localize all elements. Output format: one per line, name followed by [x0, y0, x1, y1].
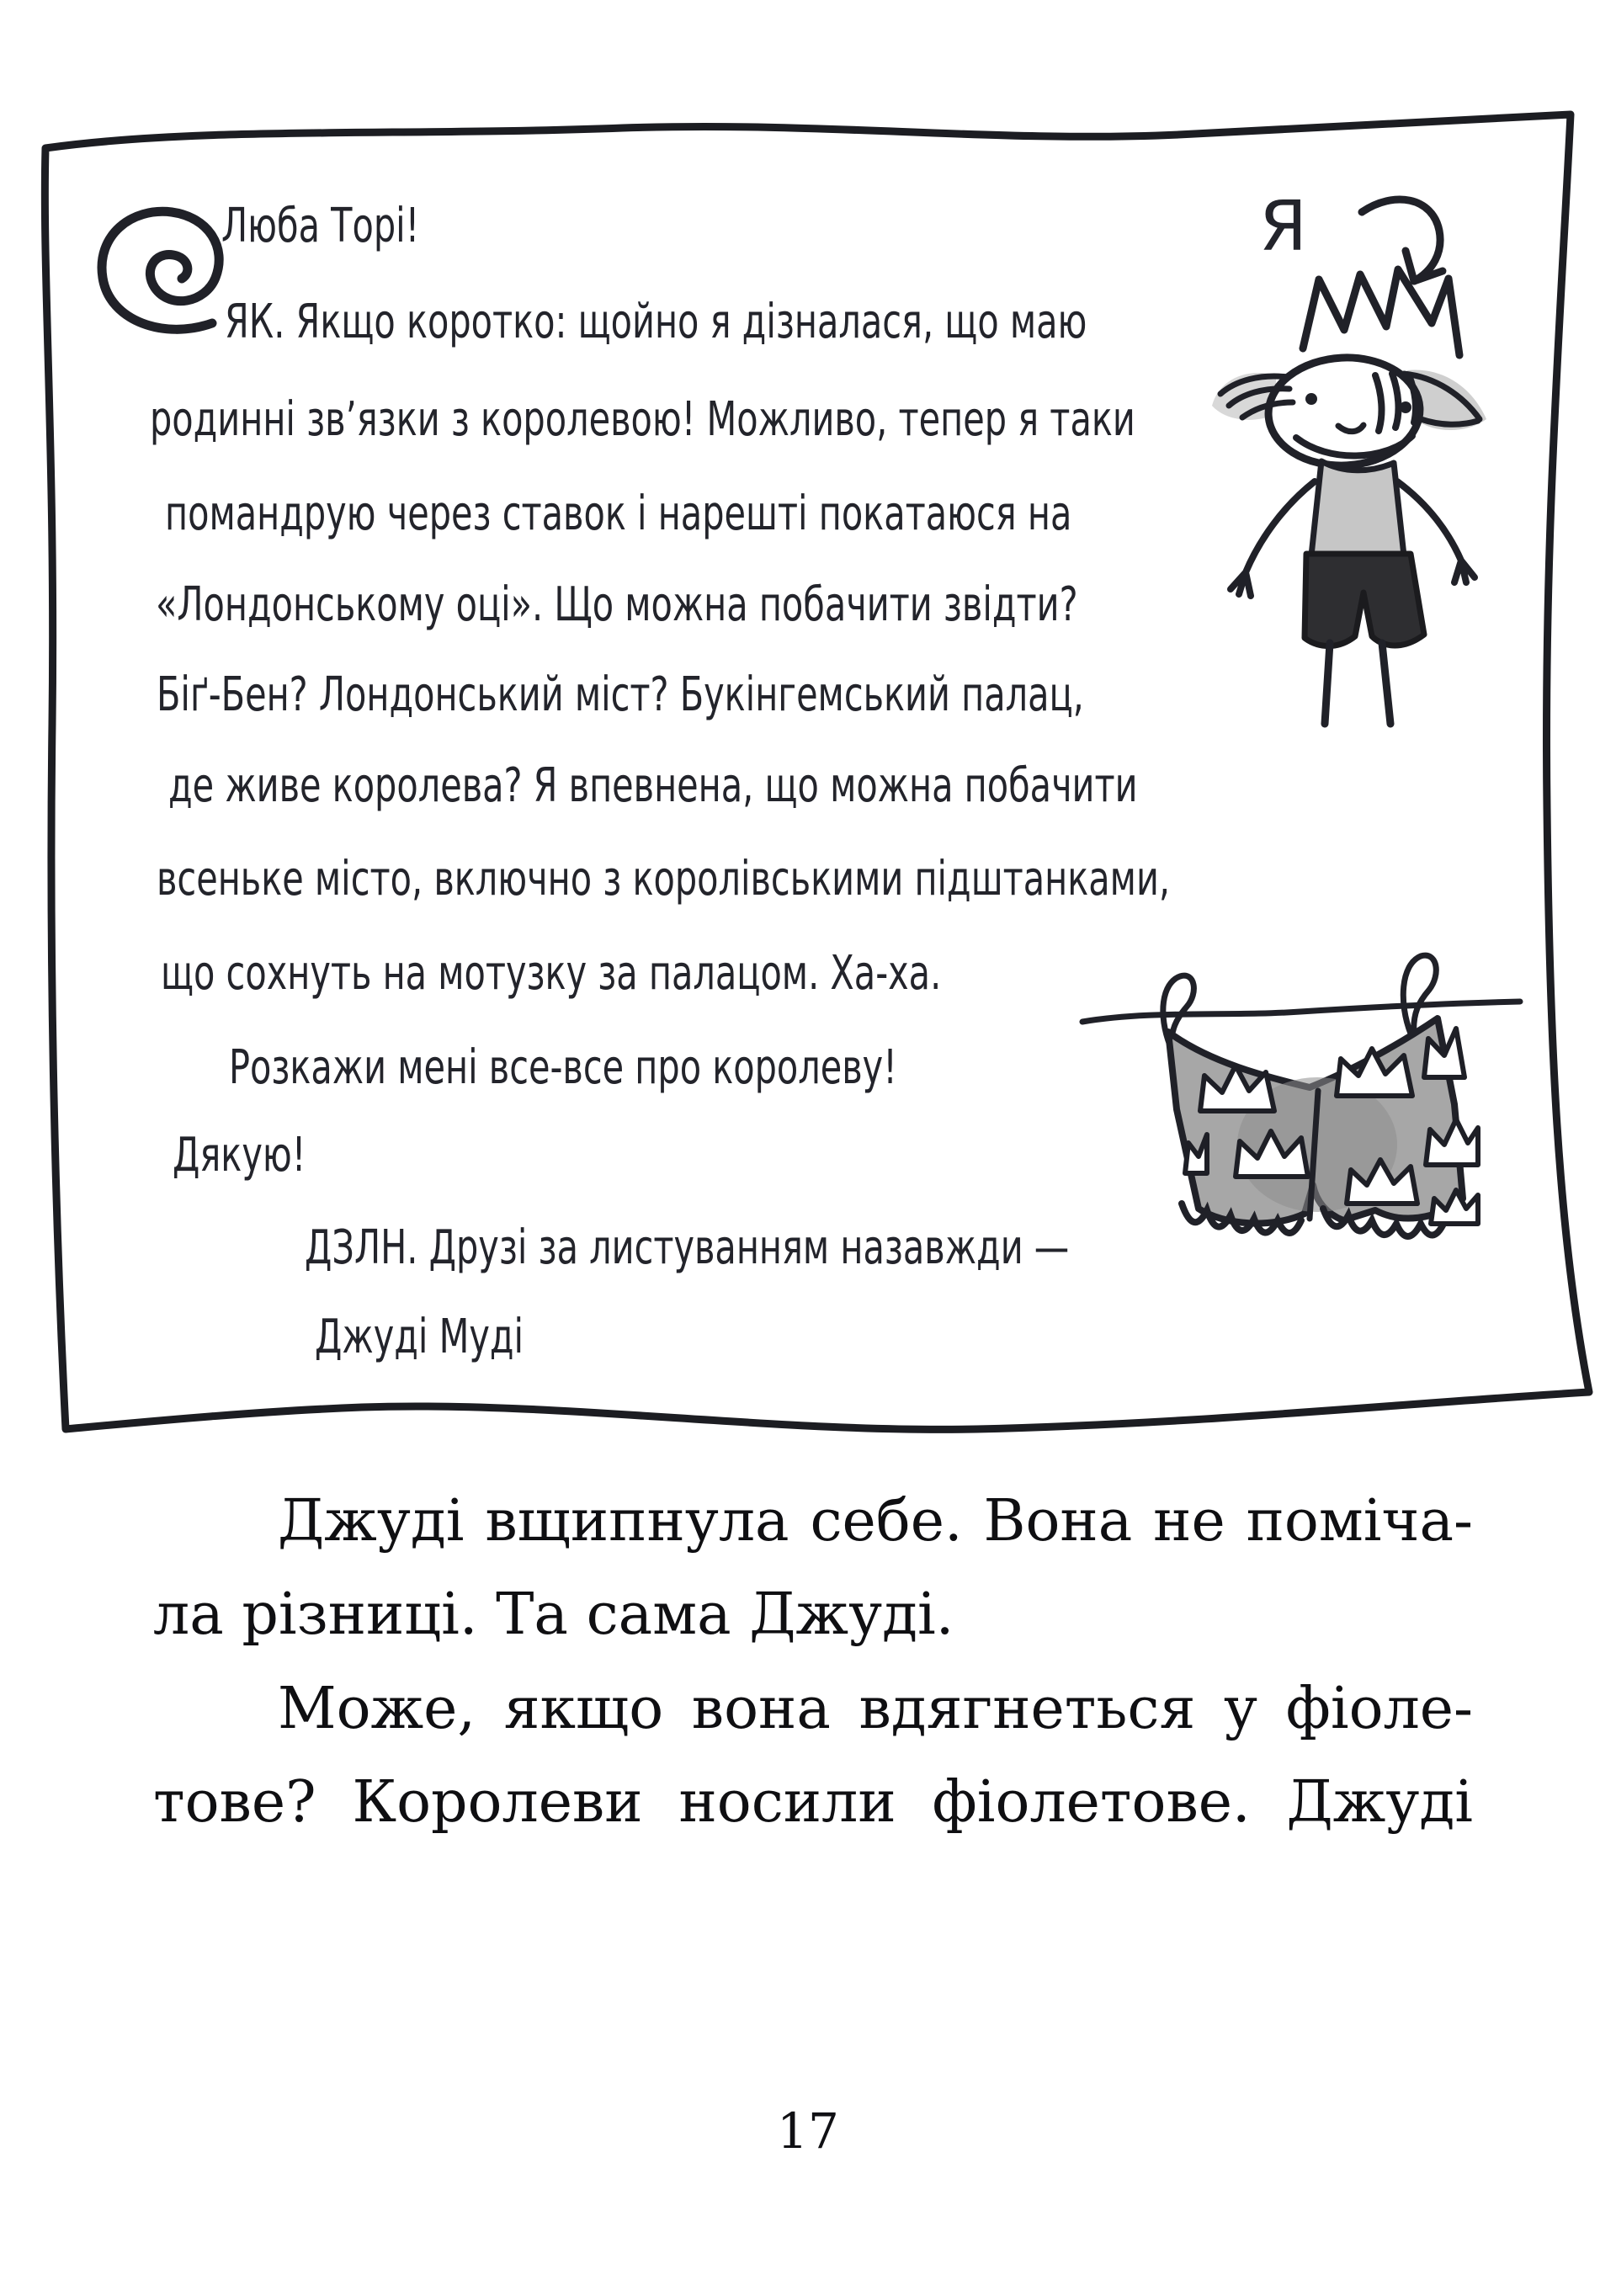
letter-line-5: «Лондонському оці». Що можна побачити звідти?: [156, 577, 1078, 632]
letter-line-2: ЯК. Якщо коротко: щойно я дізналася, що маю: [225, 295, 1087, 349]
letter-line-8: всеньке місто, включно з королівськими підштанками,: [157, 852, 1171, 906]
letter-line-9: що сохнуть на мотузку за палацом. Ха-ха.: [161, 946, 942, 1001]
page-number: 17: [777, 2102, 839, 2160]
letter-line-3: родинні зв’язки з королевою! Можливо, тепер я таки: [150, 392, 1135, 447]
letter-line-11: Дякую!: [173, 1128, 306, 1183]
letter-line-1: Люба Торі!: [221, 199, 420, 253]
shirt: [1311, 461, 1404, 555]
letter-line-7: де живе королева? Я впевнена, що можна побачити: [168, 758, 1138, 813]
body-line-1: Джуді вщипнула себе. Вона не поміча-: [278, 1488, 1473, 1555]
body-line-2: ла різниці. Та сама Джуді.: [153, 1581, 954, 1648]
letter-line-6: Біґ-Бен? Лондонський міст? Букінгемський палац,: [157, 667, 1084, 722]
eye-left: [1305, 393, 1317, 405]
body-line-4: тове? Королеви носили фіолетове. Джуді: [153, 1769, 1473, 1836]
letter-line-4: помандрую через ставок і нарешті покатаюся на: [165, 486, 1072, 541]
self-pointer-label: Я: [1259, 187, 1307, 267]
eye-right: [1400, 401, 1411, 413]
body-line-3: Може, якщо вона вдягнеться у фіоле-: [278, 1676, 1473, 1742]
letter-line-10: Розкажи мені все-все про королеву!: [229, 1040, 897, 1095]
letter-line-13: Джуді Муді: [315, 1310, 524, 1364]
letter-line-12: ДЗЛН. Друзі за листуванням назавжди —: [305, 1220, 1070, 1275]
